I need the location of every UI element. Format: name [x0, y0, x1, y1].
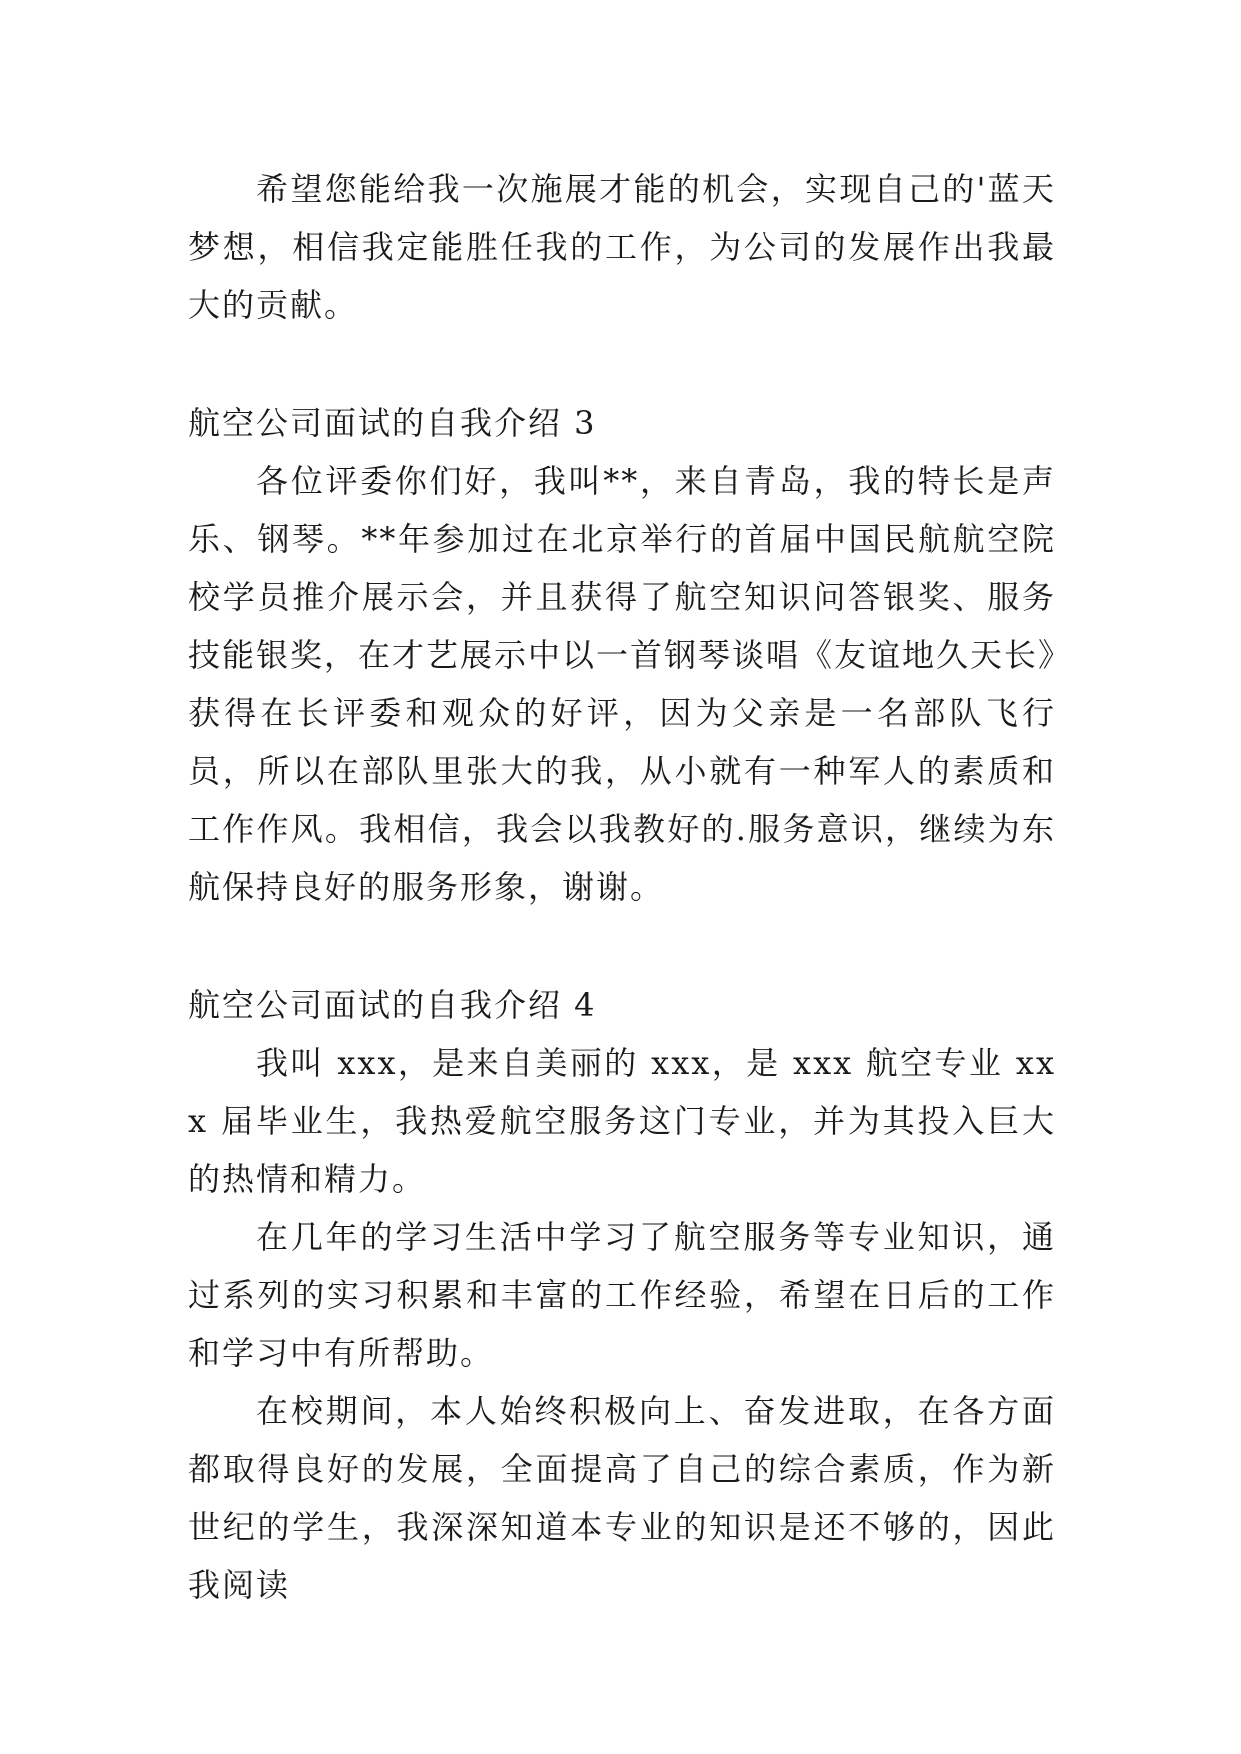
paragraph: 希望您能给我一次施展才能的机会，实现自己的'蓝天梦想，相信我定能胜任我的工作，为公司的发展作出我最大的贡献。: [188, 170, 1056, 324]
paragraph: 在几年的学习生活中学习了航空服务等专业知识，通过系列的实习积累和丰富的工作经验，希望在日后的工作和学习中有所帮助。: [188, 1218, 1056, 1372]
section-heading-4: 航空公司面试的自我介绍 4: [188, 986, 597, 1024]
paragraph: 各位评委你们好，我叫**，来自青岛，我的特长是声乐、钢琴。**年参加过在北京举行的首届中国民航航空院校学员推介展示会，并且获得了航空知识问答银奖、服务技能银奖，在才艺展示中以一首钢琴谈唱《友谊地久天长》获得在长评委和观众的好评，因为父亲是一名部队飞行员，所以在部队里张大的我，从小就有一种军人的素质和工作作风。我相信，我会以我教好的.服务意识，继续为东航保持良好的服务形象，谢谢。: [188, 462, 1057, 906]
section-gap: [188, 916, 1056, 976]
paragraph: 在校期间，本人始终积极向上、奋发进取，在各方面都取得良好的发展，全面提高了自己的综合素质，作为新世纪的学生，我深深知道本专业的知识是还不够的，因此我阅读: [188, 1392, 1056, 1604]
section-heading-3: 航空公司面试的自我介绍 3: [188, 404, 597, 442]
document-body: [188, 160, 1056, 1614]
section-gap: [188, 334, 1056, 394]
paragraph: 我叫 xxx，是来自美丽的 xxx，是 xxx 航空专业 xxx 届毕业生，我热爱航空服务这门专业，并为其投入巨大的热情和精力。: [188, 1044, 1056, 1198]
